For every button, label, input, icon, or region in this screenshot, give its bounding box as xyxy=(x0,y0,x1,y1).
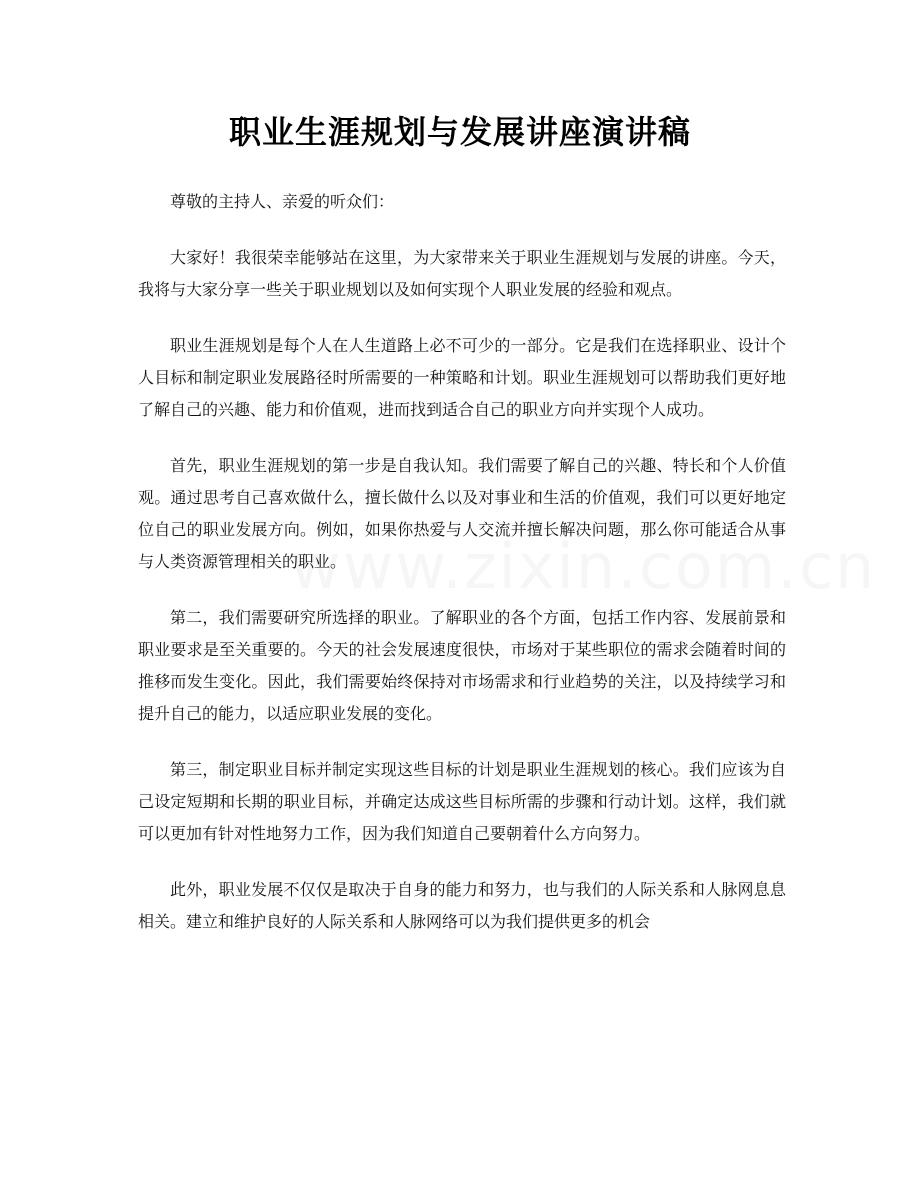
page-title: 职业生涯规划与发展讲座演讲稿 xyxy=(228,113,691,151)
paragraph-intro: 大家好！我很荣幸能够站在这里，为大家带来关于职业生涯规划与发展的讲座。今天，我将与大家分享一些关于职业规划以及如何实现个人职业发展的经验和观点。 xyxy=(138,248,786,299)
paragraph-research: 第二，我们需要研究所选择的职业。了解职业的各个方面，包括工作内容、发展前景和职业要求是至关重要的。今天的社会发展速度很快，市场对于某些职位的需求会随着时间的推移而发生变化。因此，我们需要始终保持对市场需求和行业趋势的关注，以及持续学习和提升自己的能力，以适应职业发展的变化。 xyxy=(138,608,786,723)
paragraph-goals: 第三，制定职业目标并制定实现这些目标的计划是职业生涯规划的核心。我们应该为自己设定短期和长期的职业目标，并确定达成这些目标所需的步骤和行动计划。这样，我们就可以更加有针对性地努力工作，因为我们知道自己要朝着什么方向努力。 xyxy=(138,760,786,843)
paragraph-self-awareness: 首先，职业生涯规划的第一步是自我认知。我们需要了解自己的兴趣、特长和个人价值观。通过思考自己喜欢做什么，擅长做什么以及对事业和生活的价值观，我们可以更好地定位自己的职业发展方向。例如，如果你热爱与人交流并擅长解决问题，那么你可能适合从事与人类资源管理相关的职业。 xyxy=(138,456,786,571)
paragraph-salutation: 尊敬的主持人、亲爱的听众们： xyxy=(170,192,395,211)
paragraph-network: 此外，职业发展不仅仅是取决于自身的能力和努力，也与我们的人际关系和人脉网息息相关。建立和维护良好的人际关系和人脉网络可以为我们提供更多的机会 xyxy=(138,880,786,931)
document-body xyxy=(138,186,786,962)
paragraph-definition: 职业生涯规划是每个人在人生道路上必不可少的一部分。它是我们在选择职业、设计个人目标和制定职业发展路径时所需要的一种策略和计划。职业生涯规划可以帮助我们更好地了解自己的兴趣、能力和价值观，进而找到适合自己的职业方向并实现个人成功。 xyxy=(138,336,786,419)
